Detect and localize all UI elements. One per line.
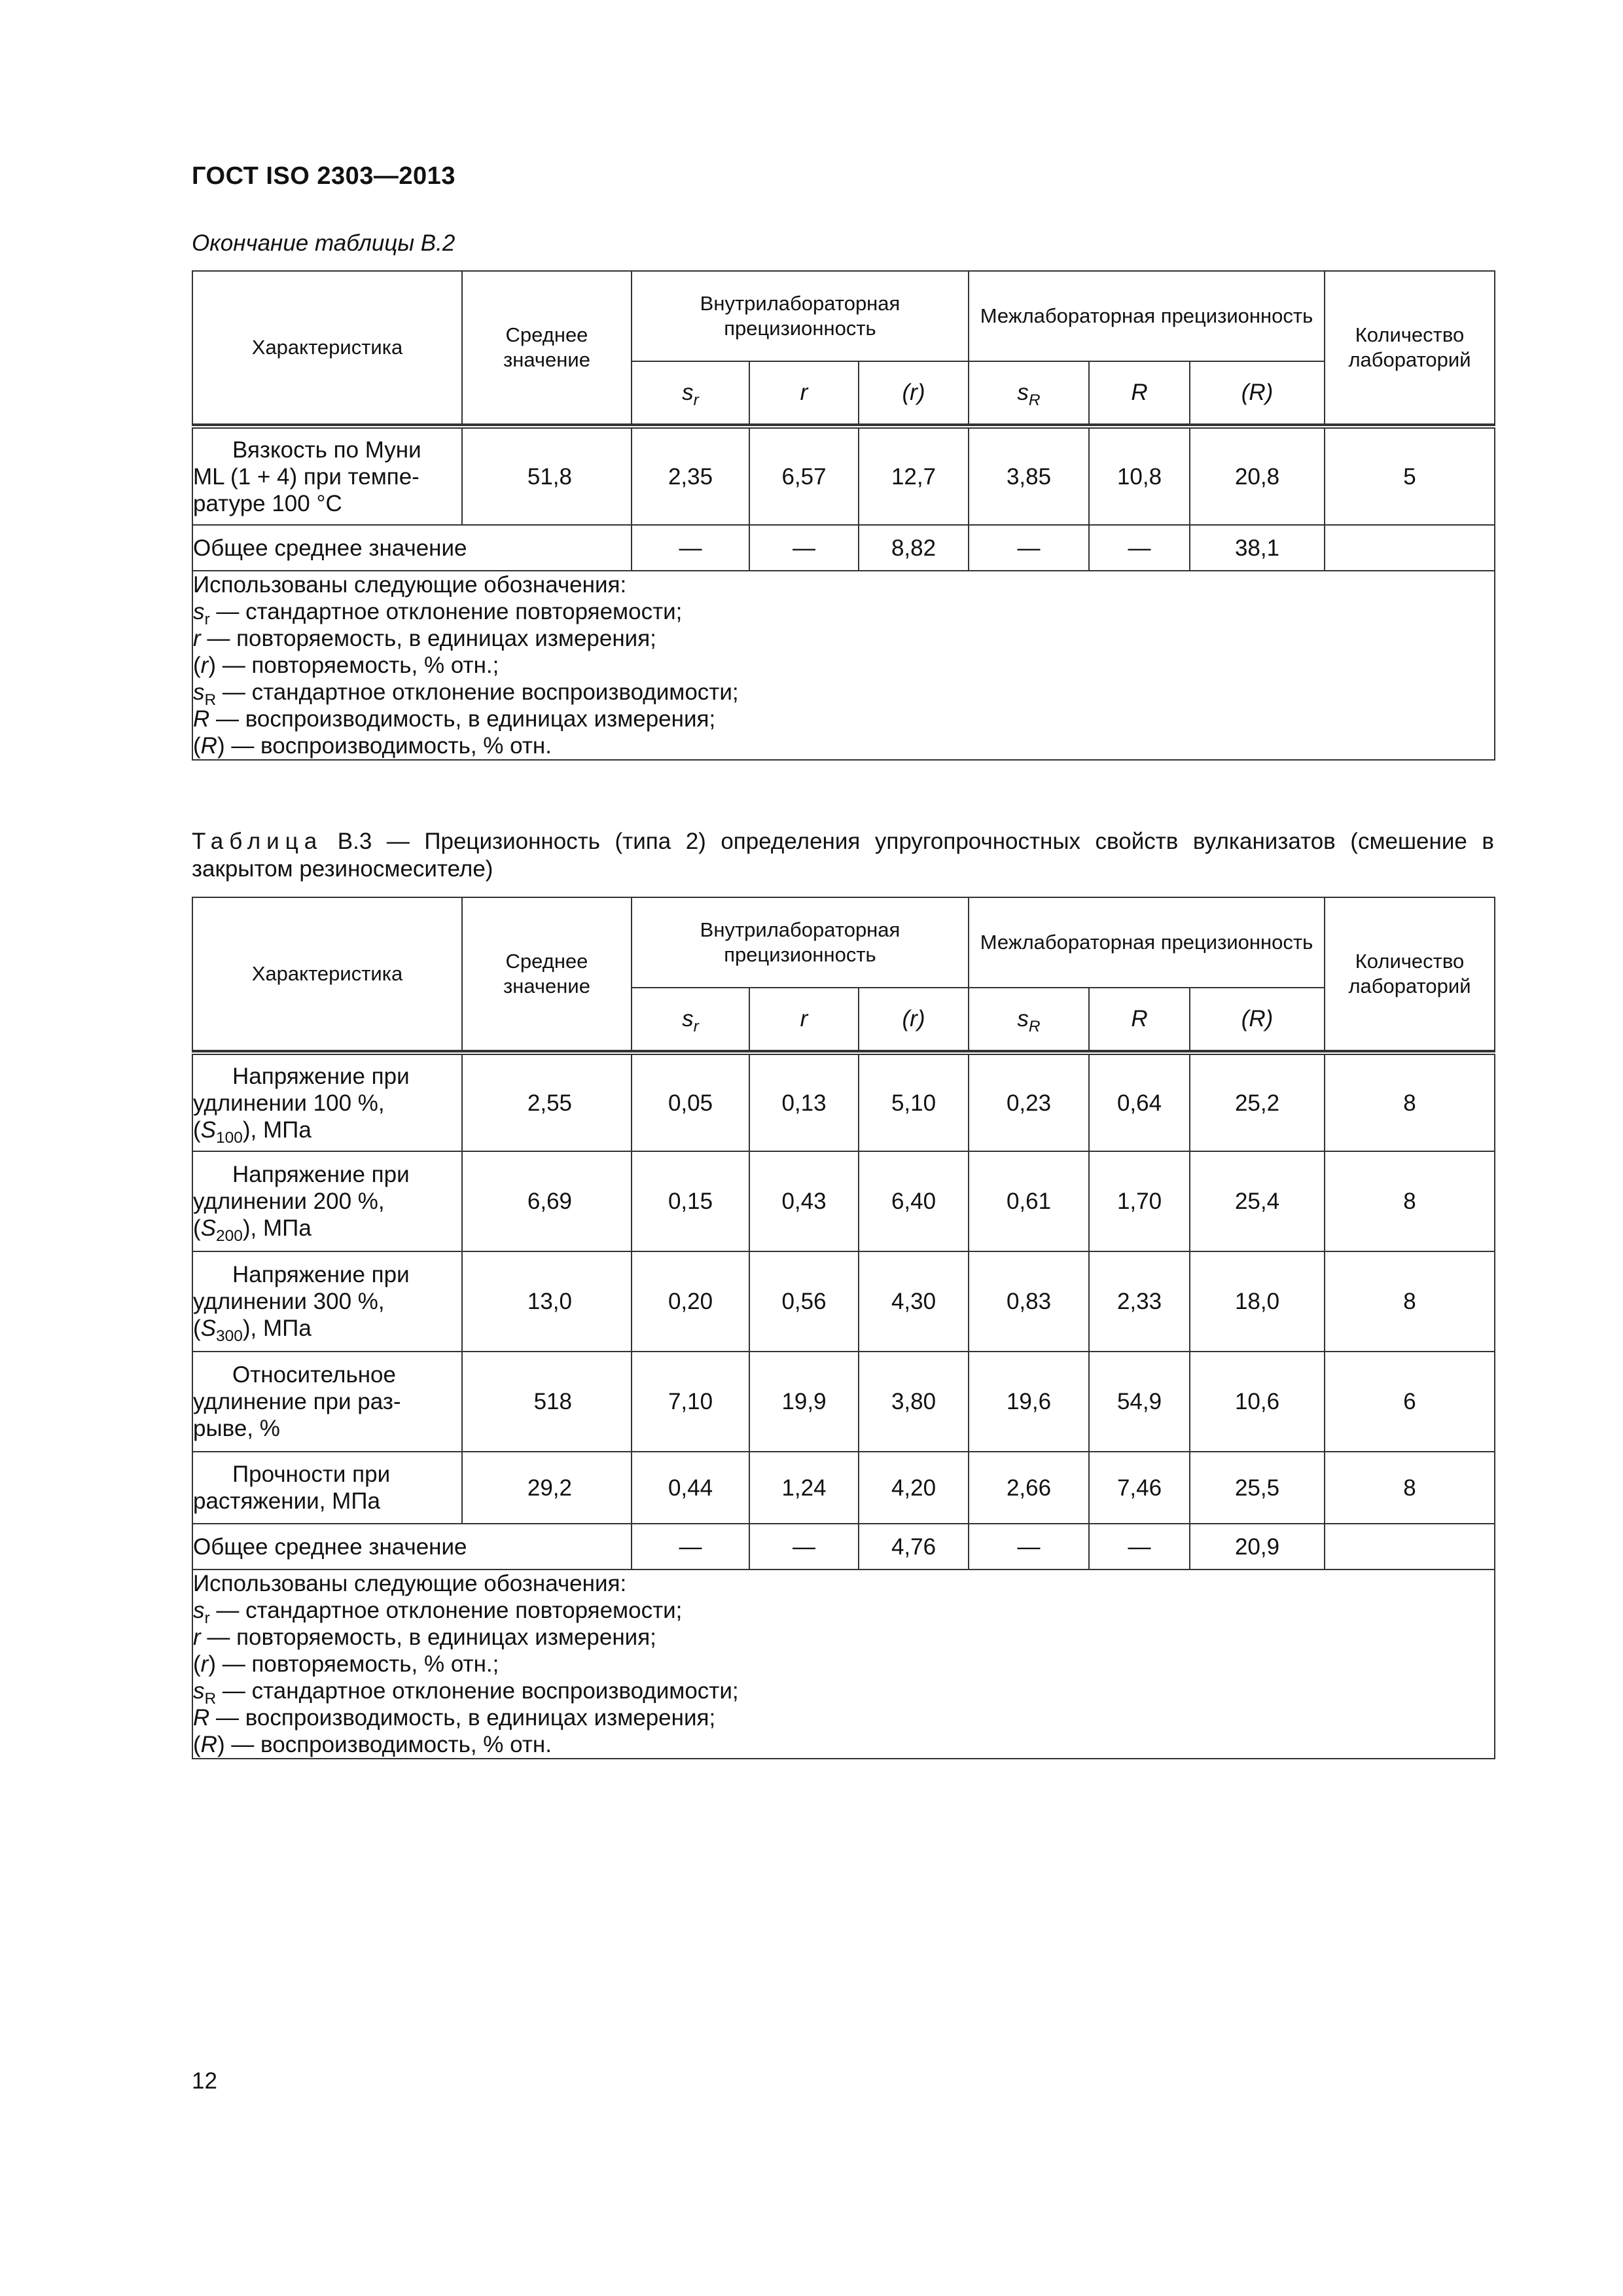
header-R: R [1089, 988, 1190, 1050]
legend-intro: Использованы следующие обозначения: [193, 1571, 627, 1596]
cell-mean: 51,8 [462, 427, 632, 525]
document-id-header: ГОСТ ISO 2303—2013 [192, 162, 455, 190]
legend-r: r — повторяемость, в единицах измерения; [193, 626, 656, 651]
row-characteristic: Напряжение при удлинении 200 %, $(S_{200})$, МПа [192, 1151, 462, 1251]
overall-R-percent: 38,1 [1190, 525, 1325, 571]
table-row [192, 1053, 1495, 1151]
cell-R: 0,64 [1089, 1053, 1190, 1151]
header-sR: $s_R$ [969, 988, 1089, 1050]
cell-R: 1,70 [1089, 1151, 1190, 1251]
overall-r: — [749, 1524, 859, 1570]
cell-sR: 2,66 [969, 1452, 1089, 1524]
table-b2-caption: Окончание таблицы В.2 [192, 230, 455, 256]
table-b3 [192, 897, 1495, 1759]
table-row [192, 1151, 1495, 1251]
header-r: r [749, 988, 859, 1050]
cell-mean: 2,55 [462, 1053, 632, 1151]
row-characteristic: Относительное удлинение при раз- рыве, % [192, 1352, 462, 1452]
table-row [192, 427, 1495, 525]
legend-sr: $s_r$ — стандартное отклонение повторяемости; [193, 599, 683, 628]
cell-sr: 0,20 [632, 1251, 749, 1352]
overall-mean-row [192, 525, 1495, 571]
cell-R: 10,8 [1089, 427, 1190, 525]
overall-lab-count [1325, 525, 1495, 571]
header-lab-count: Количество лабораторий [1325, 271, 1495, 424]
cell-sr: 7,10 [632, 1352, 749, 1452]
overall-R-percent: 20,9 [1190, 1524, 1325, 1570]
table-row [192, 1352, 1495, 1452]
header-repeatability-group: Внутрилабораторная прецизионность [632, 897, 969, 988]
header-sR: $s_R$ [969, 361, 1089, 424]
overall-sR: — [969, 525, 1089, 571]
cell-mean: 29,2 [462, 1452, 632, 1524]
cell-r: 6,57 [749, 427, 859, 525]
cell-lab-count: 5 [1325, 427, 1495, 525]
cell-sr: 0,44 [632, 1452, 749, 1524]
header-R-percent: (R) [1190, 988, 1325, 1050]
page-number: 12 [192, 2068, 217, 2094]
cell-r: 0,13 [749, 1053, 859, 1151]
header-reproducibility-group: Межлабораторная прецизионность [969, 271, 1325, 361]
cell-r: 0,56 [749, 1251, 859, 1352]
cell-R-percent: 20,8 [1190, 427, 1325, 525]
overall-r-percent: 4,76 [859, 1524, 969, 1570]
row-characteristic: Вязкость по Муни ML (1 + 4) при темпе- ратуре 100 °C [192, 427, 462, 525]
header-characteristic: Характеристика [192, 271, 462, 424]
legend-block [192, 1570, 1495, 1759]
cell-R-percent: 10,6 [1190, 1352, 1325, 1452]
row-characteristic: Прочности при растяжении, МПа [192, 1452, 462, 1524]
overall-r-percent: 8,82 [859, 525, 969, 571]
legend-r: r — повторяемость, в единицах измерения; [193, 1624, 656, 1650]
header-r-percent: (r) [859, 361, 969, 424]
overall-mean-label: Общее среднее значение [192, 1524, 632, 1570]
header-mean: Среднее значение [462, 271, 632, 424]
cell-R: 2,33 [1089, 1251, 1190, 1352]
header-characteristic: Характеристика [192, 897, 462, 1050]
cell-sr: 2,35 [632, 427, 749, 525]
cell-R-percent: 18,0 [1190, 1251, 1325, 1352]
overall-mean-row [192, 1524, 1495, 1570]
header-sr: $s_r$ [632, 988, 749, 1050]
legend-R: R — воспроизводимость, в единицах измерения; [193, 1705, 716, 1731]
cell-sR: 3,85 [969, 427, 1089, 525]
cell-r-percent: 12,7 [859, 427, 969, 525]
cell-R: 54,9 [1089, 1352, 1190, 1452]
cell-lab-count: 8 [1325, 1151, 1495, 1251]
legend-r-percent: (r) — повторяемость, % отн.; [193, 653, 499, 678]
cell-R: 7,46 [1089, 1452, 1190, 1524]
legend-sR: $s_R$ — стандартное отклонение воспроизводимости; [193, 1678, 739, 1708]
cell-mean: 6,69 [462, 1151, 632, 1251]
overall-r: — [749, 525, 859, 571]
cell-mean: 13,0 [462, 1251, 632, 1352]
cell-sR: 19,6 [969, 1352, 1089, 1452]
overall-R: — [1089, 1524, 1190, 1570]
overall-sr: — [632, 525, 749, 571]
table-b2 [192, 270, 1495, 761]
header-repeatability-group: Внутрилабораторная прецизионность [632, 271, 969, 361]
cell-sR: 0,61 [969, 1151, 1089, 1251]
cell-sR: 0,83 [969, 1251, 1089, 1352]
cell-lab-count: 8 [1325, 1251, 1495, 1352]
legend-R-percent: (R) — воспроизводимость, % отн. [193, 1732, 552, 1757]
table-row [192, 1251, 1495, 1352]
legend-r-percent: (r) — повторяемость, % отн.; [193, 1651, 499, 1677]
overall-mean-label: Общее среднее значение [192, 525, 632, 571]
cell-lab-count: 6 [1325, 1352, 1495, 1452]
row-characteristic: Напряжение при удлинении 100 %, $(S_{100})$, МПа [192, 1053, 462, 1151]
cell-sR: 0,23 [969, 1053, 1089, 1151]
row-characteristic: Напряжение при удлинении 300 %, $(S_{300})$, МПа [192, 1251, 462, 1352]
legend-sr: $s_r$ — стандартное отклонение повторяемости; [193, 1598, 683, 1627]
cell-lab-count: 8 [1325, 1452, 1495, 1524]
cell-r: 1,24 [749, 1452, 859, 1524]
overall-R: — [1089, 525, 1190, 571]
table-b3-caption: Таблица В.3 — Прецизионность (типа 2) определения упругопрочностных свойств вулканизатов (смешение в закрытом резиносмесителе) [192, 829, 1494, 882]
header-sr: $s_r$ [632, 361, 749, 424]
legend-block [192, 571, 1495, 760]
legend-R: R — воспроизводимость, в единицах измерения; [193, 706, 716, 732]
cell-R-percent: 25,2 [1190, 1053, 1325, 1151]
cell-R-percent: 25,4 [1190, 1151, 1325, 1251]
cell-r-percent: 4,30 [859, 1251, 969, 1352]
cell-r: 19,9 [749, 1352, 859, 1452]
header-r: r [749, 361, 859, 424]
overall-sr: — [632, 1524, 749, 1570]
overall-sR: — [969, 1524, 1089, 1570]
cell-sr: 0,05 [632, 1053, 749, 1151]
cell-r: 0,43 [749, 1151, 859, 1251]
table-row [192, 1452, 1495, 1524]
legend-R-percent: (R) — воспроизводимость, % отн. [193, 733, 552, 759]
header-R: R [1089, 361, 1190, 424]
cell-sr: 0,15 [632, 1151, 749, 1251]
header-reproducibility-group: Межлабораторная прецизионность [969, 897, 1325, 988]
legend-sR: $s_R$ — стандартное отклонение воспроизводимости; [193, 679, 739, 709]
cell-lab-count: 8 [1325, 1053, 1495, 1151]
cell-r-percent: 6,40 [859, 1151, 969, 1251]
cell-mean: 518 [462, 1352, 632, 1452]
header-mean: Среднее значение [462, 897, 632, 1050]
overall-lab-count [1325, 1524, 1495, 1570]
header-R-percent: (R) [1190, 361, 1325, 424]
cell-R-percent: 25,5 [1190, 1452, 1325, 1524]
cell-r-percent: 4,20 [859, 1452, 969, 1524]
cell-r-percent: 3,80 [859, 1352, 969, 1452]
cell-r-percent: 5,10 [859, 1053, 969, 1151]
header-lab-count: Количество лабораторий [1325, 897, 1495, 1050]
header-r-percent: (r) [859, 988, 969, 1050]
legend-intro: Использованы следующие обозначения: [193, 572, 627, 598]
